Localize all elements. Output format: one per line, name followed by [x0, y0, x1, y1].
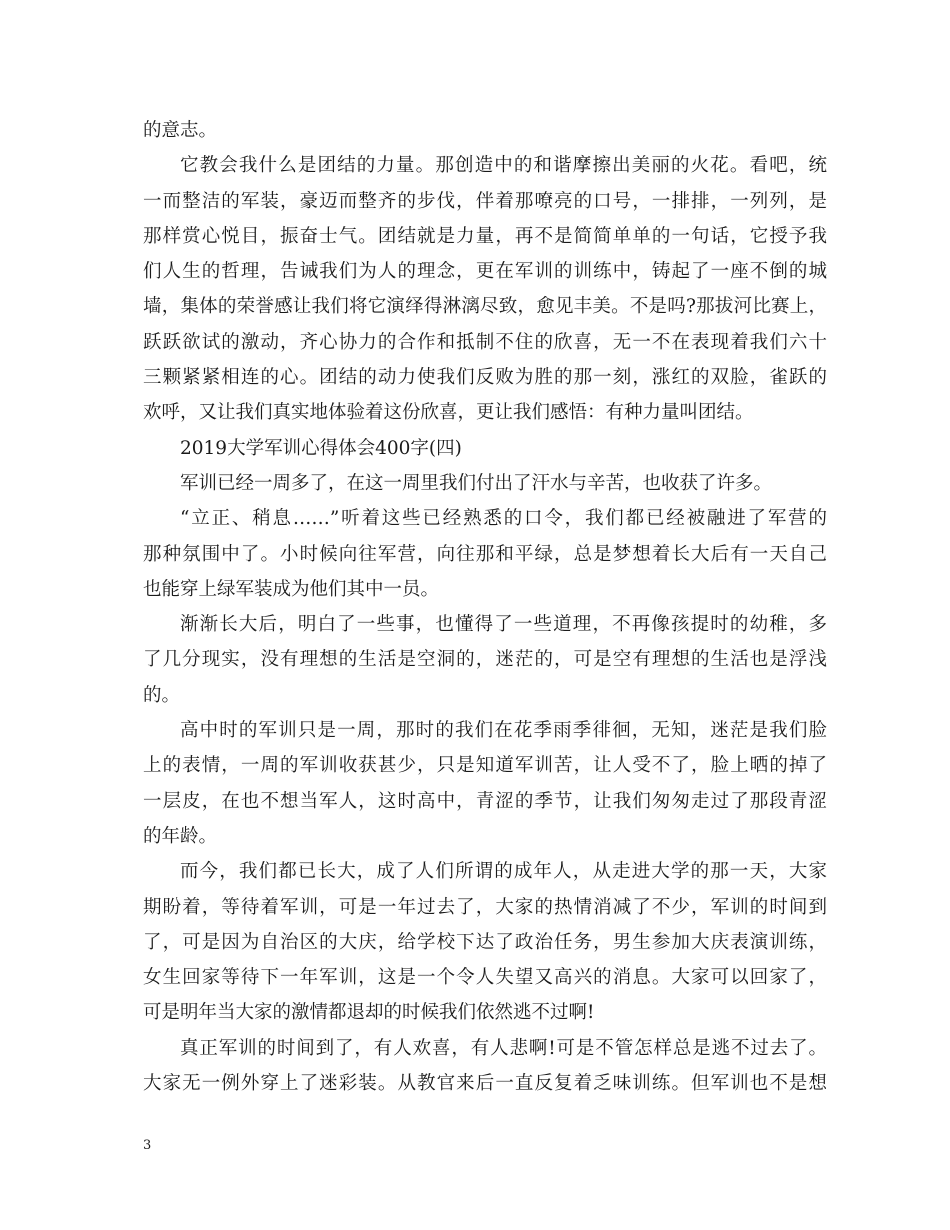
text-line: 的意志。 [143, 120, 218, 141]
text-line: 墙，集体的荣誉感让我们将它演绎得淋漓尽致，愈见丰美。不是吗?那拔河比赛上， [143, 296, 827, 318]
text-line: 女生回家等待下一年军训，这是一个令人失望又高兴的消息。大家可以回家了， [143, 967, 827, 989]
text-line: 而今，我们都已长大，成了人们所谓的成年人，从走进大学的那一天，大家 [180, 861, 827, 883]
text-line: 了，可是因为自治区的大庆，给学校下达了政治任务，男生参加大庆表演训练， [143, 931, 827, 953]
text-line: 的。 [143, 684, 181, 706]
text-line: 一而整洁的军装，豪迈而整齐的步伐，伴着那嘹亮的口号，一排排，一列列，是 [143, 190, 827, 212]
text-line: 高中时的军训只是一周，那时的我们在花季雨季徘徊，无知，迷茫是我们脸 [180, 720, 827, 742]
text-line: 那种氛围中了。小时候向往军营，向往那和平绿，总是梦想着长大后有一天自己 [143, 543, 827, 565]
text-line: 可是明年当大家的激情都退却的时候我们依然逃不过啊! [143, 1002, 595, 1024]
text-line: 欢呼，又让我们真实地体验着这份欣喜，更让我们感悟：有种力量叫团结。 [143, 402, 754, 424]
page-number: 3 [143, 1138, 152, 1153]
text-line: 三颗紧紧相连的心。团结的动力使我们反败为胜的那一刻，涨红的双脸，雀跃的 [143, 367, 827, 389]
text-line: 了几分现实，没有理想的生活是空洞的，迷茫的，可是空有理想的生活也是浮浅 [143, 649, 827, 671]
text-line: 那样赏心悦目，振奋士气。团结就是力量，再不是简简单单的一句话，它授予我 [143, 225, 827, 247]
text-line: 也能穿上绿军装成为他们其中一员。 [143, 578, 440, 600]
text-line: 期盼着，等待着军训，可是一年过去了，大家的热情消减了不少，军训的时间到 [143, 896, 827, 918]
text-line: 的年龄。 [143, 825, 218, 847]
text-line: “立正、稍息……”听着这些已经熟悉的口令，我们都已经被融进了军营的 [180, 508, 827, 530]
text-line: 大家无一例外穿上了迷彩装。从教官来后一直反复着乏味训练。但军训也不是想 [143, 1073, 827, 1095]
text-line: 上的表情，一周的军训收获甚少，只是知道军训苦，让人受不了，脸上晒的掉了 [143, 755, 827, 777]
text-line: 真正军训的时间到了，有人欢喜，有人悲啊!可是不管怎样总是逃不过去了。 [180, 1037, 827, 1059]
document-body [143, 113, 827, 1101]
section-heading: 2019大学军训心得体会400字(四) [180, 437, 462, 459]
text-line: 军训已经一周多了，在这一周里我们付出了汗水与辛苦，也收获了许多。 [180, 472, 773, 494]
text-line: 们人生的哲理，告诫我们为人的理念，更在军训的训练中，铸起了一座不倒的城 [143, 261, 827, 283]
text-line: 它教会我什么是团结的力量。那创造中的和谐摩擦出美丽的火花。看吧，统 [180, 155, 827, 177]
text-line: 渐渐长大后，明白了一些事，也懂得了一些道理，不再像孩提时的幼稚，多 [180, 614, 827, 636]
text-line: 一层皮，在也不想当军人，这时高中，青涩的季节，让我们匆匆走过了那段青涩 [143, 790, 827, 812]
text-line: 跃跃欲试的激动，齐心协力的合作和抵制不住的欣喜，无一不在表现着我们六十 [143, 331, 827, 353]
